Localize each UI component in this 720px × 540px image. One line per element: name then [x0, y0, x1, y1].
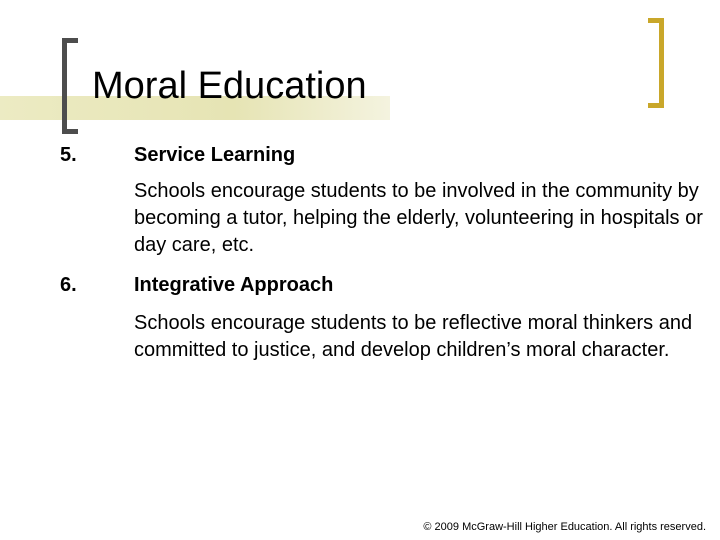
left-bracket-decoration [62, 38, 78, 134]
item-text: Schools encourage students to be reflective moral thinkers and committed to justice, and develop children’s moral character. [134, 312, 693, 361]
right-bracket-decoration [648, 18, 664, 108]
item-number: 6. [60, 274, 77, 296]
item-number: 5. [60, 144, 77, 166]
item-heading: Service Learning [134, 144, 296, 166]
slide-title: Moral Education [92, 65, 367, 107]
item-text: Schools encourage students to be involved in the community by becoming a tutor, helping the elderly, volunteering in hospitals or day care, etc. [134, 180, 703, 256]
copyright-footer: © 2009 McGraw-Hill Higher Education. All rights reserved. [423, 521, 706, 533]
item-heading: Integrative Approach [134, 274, 334, 296]
